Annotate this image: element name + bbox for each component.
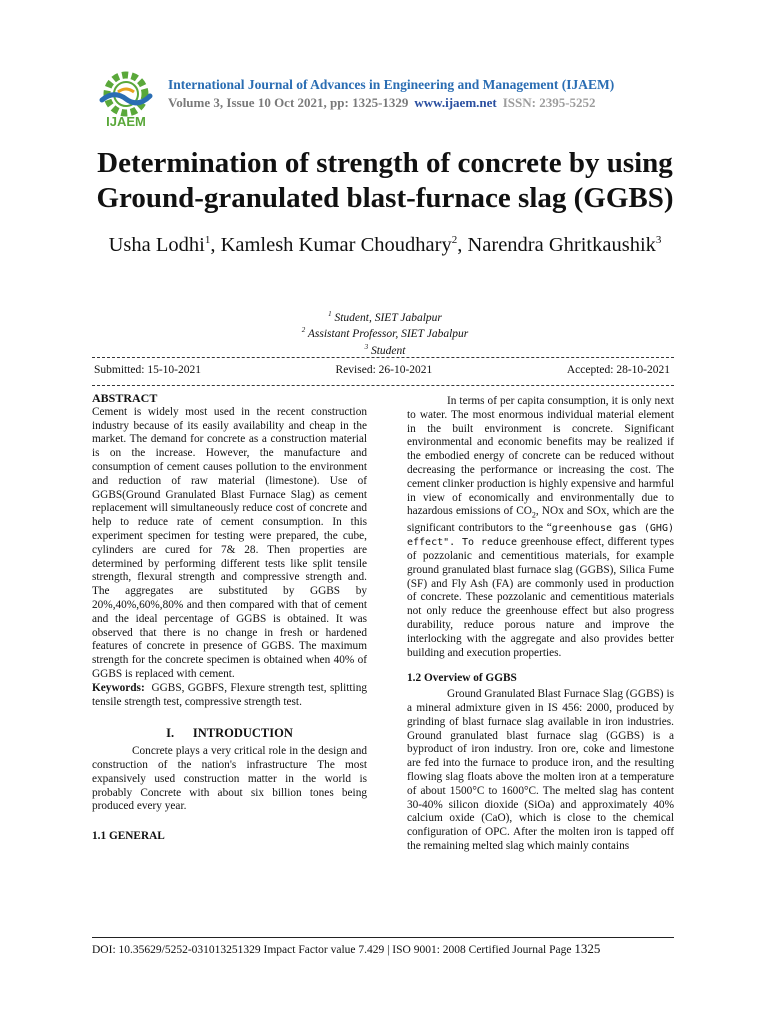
- footer: [92, 941, 600, 957]
- footer-text: DOI: 10.35629/5252-031013251329 Impact Factor value 7.429 | ISO 9001: 2008 Certified Journal Page: [92, 944, 572, 956]
- author-name: Usha Lodhi: [108, 234, 205, 256]
- dates-row: [92, 364, 674, 376]
- keywords-label: Keywords:: [92, 681, 145, 694]
- general-heading: 1.1 GENERAL: [92, 830, 165, 843]
- intro-continued-text: In terms of per capita consumption, it is only next to water. The most enormous individual material element in the built environment is concrete. Significant environmental and economic benefits may be realized if the embodied energy of concrete can be reduced without decreasing the performance or increasing the cost. The cement clinker production is highly expensive and harmful in view of economically and environmentally due to hazardous emissions of $CO_2$, NOx and SOx, which are the significant contributors to the “greenhouse gas (GHG) effect". To reduce greenhouse effect, different types of pozzolanic and cementitious materials, for example ground granulated blast furnace slag (GGBS), Silica Fume (SF) and Fly Ash (FA) are commonly used in production of concrete. These pozzolanic and cementitious materials not only reduce the greenhouse effect but also progress durability, reduce porous nature and improve the interlocking with the aggregate and also provides better building and execution properties.: [407, 395, 674, 659]
- footer-rule: [92, 937, 674, 938]
- abstract-text: Cement is widely most used in the recent construction industry because of its easily availability and cheap in the market. The demand for concrete as a construction material is on the increase. However, the manufacture and consumption of cement causes pollution to the environment and reduction of raw material (limestone). Use of GGBS(Ground Granulated Blast Furnace Slag) as cement replacement will simultaneously reduce cost of concrete and help to reduce rate of cement consumption. In this experiment specimen for testing were prepared, the cube, cylinders are cured for 7& 28. Then properties are determined by performing different tests like split tensile strength, flexural strength and compressive strength and. The aggregates are substituted by GGBS by 20%,40%,60%,80% and then compared with that of cement and the ideal percentage of GGBS is obtained. It was observed that there is no change in fresh or hardened features of concrete in presence of GGBS. The maximum strength for the concrete specimen is obtained when 40% of GGBS is replaced with cement.: [92, 405, 367, 680]
- journal-website-link[interactable]: www.ijaem.net: [414, 95, 497, 110]
- introduction-text: Concrete plays a very critical role in the design and construction of the nation's infrastructure The most expansively used construction matter in the world is probably Concrete with about six billion tones being produced every year.: [92, 745, 367, 813]
- divider: [92, 357, 674, 358]
- authors: Usha Lodhi$^1$, Kamlesh Kumar Choudhary$^2$, Narendra Ghritkaushik$^3$: [108, 234, 662, 256]
- abstract-heading: ABSTRACT: [92, 391, 158, 405]
- right-column: [407, 395, 674, 854]
- volume-info: Volume 3, Issue 10 Oct 2021, pp: 1325-1329: [168, 95, 409, 110]
- author-sup: 3: [655, 234, 662, 247]
- paper-title: Determination of strength of concrete by using Ground-granulated blast-furnace slag (GGBS): [96, 147, 674, 214]
- introduction-heading: I. INTRODUCTION: [166, 726, 293, 741]
- affiliation: $^1$ Student, SIET Jabalpur: [328, 310, 442, 324]
- keywords-text: GGBS, GGBFS, Flexure strength test, splitting tensile strength test, compressive strength test.: [92, 681, 367, 708]
- submitted-date: Submitted: 15-10-2021: [94, 364, 202, 376]
- author-name: Narendra Ghritkaushik: [467, 234, 656, 256]
- divider: [92, 385, 674, 386]
- author-name: Kamlesh Kumar Choudhary: [220, 234, 452, 256]
- affiliations: [90, 308, 680, 357]
- author-sup: 2: [451, 234, 458, 247]
- left-column: [92, 392, 367, 844]
- overview-text: Ground Granulated Blast Furnace Slag (GGBS) is a mineral admixture given in IS 456: 2000, produced by grinding of blast furnace slag available in iron industries. Ground granulated blast furnace slag (GGBS) is a byproduct of iron industry. Iron ore, coke and limestone are fed into the furnace to produce iron, and the resulting flowing slag floats above the molten iron at a temperature of about 1500°C to 1600°C. The melted slag has content 30-40% silicon dioxide (SiOa) and approximately 40% calcium oxide (CaO), which is close to the chemical configuration of OPC. After the molten iron is tapped off the remaining melted slag which mainly contains: [407, 688, 674, 852]
- affiliation: $^2$ Assistant Professor, SIET Jabalpur: [301, 326, 469, 341]
- affiliation: $^3$ Student: [364, 342, 406, 357]
- journal-name: International Journal of Advances in Engineering and Management (IJAEM): [168, 77, 615, 92]
- logo-text: IJAEM: [106, 114, 146, 129]
- keywords: [92, 682, 367, 710]
- accepted-date: Accepted: 28-10-2021: [566, 364, 670, 376]
- author-sup: 1: [204, 234, 211, 247]
- journal-logo: [88, 66, 164, 132]
- journal-volume-line: [168, 95, 596, 111]
- overview-heading: 1.2 Overview of GGBS: [407, 672, 517, 685]
- issn: ISSN: 2395-5252: [502, 95, 596, 110]
- page-number: 1325: [574, 941, 601, 956]
- revised-date: Revised: 26-10-2021: [335, 364, 433, 376]
